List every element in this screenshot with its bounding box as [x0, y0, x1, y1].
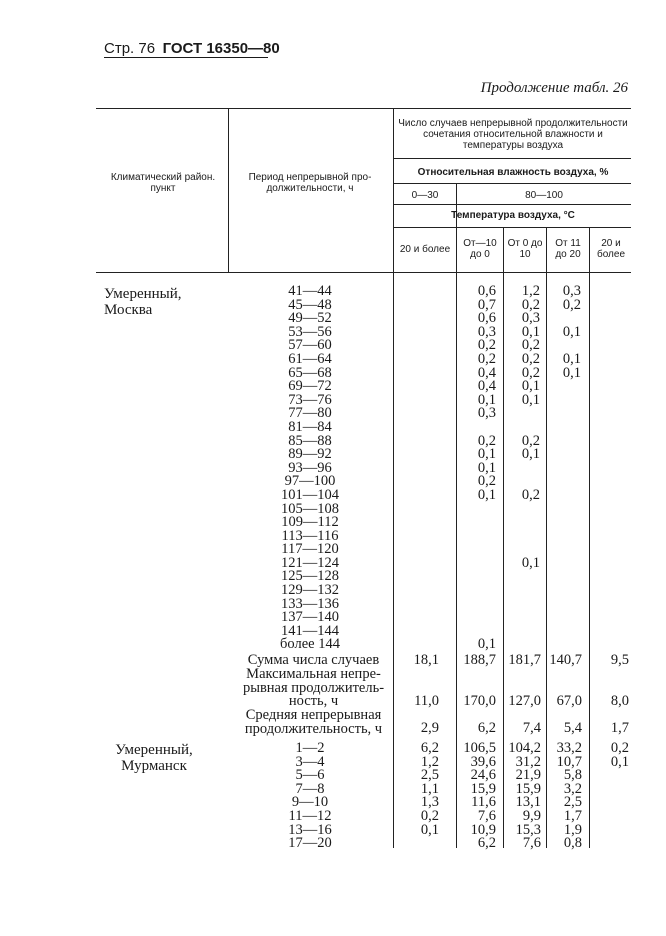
value-cell — [456, 611, 496, 625]
period-cell: 117—120 — [281, 541, 339, 558]
value-cell: 0,3 — [562, 283, 581, 299]
value-cell — [503, 503, 540, 517]
header-humidity-0-30: 0—30 — [411, 190, 439, 201]
value-cell: 3,2 — [563, 780, 582, 797]
value-cell — [546, 584, 581, 598]
period-cell: 3—4 — [295, 753, 325, 770]
value-cell — [546, 543, 581, 557]
value-cell: 0,4 — [477, 378, 496, 395]
header-group: Число случаев непрерывной продолжительности сочетания относительной влажности и температуры воздуха — [398, 118, 628, 151]
period-cell: 105—108 — [281, 500, 339, 517]
moscow-col-3 — [503, 285, 540, 652]
value-cell: 2,5 — [563, 794, 582, 811]
value-cell — [546, 448, 581, 462]
value-cell — [546, 435, 581, 449]
summary-value: 9,5 — [610, 652, 629, 668]
value-cell: 15,9 — [470, 780, 496, 797]
value-cell: 0,2 — [521, 337, 540, 354]
summary-value: 1,7 — [610, 720, 629, 736]
value-cell: 0,3 — [477, 405, 496, 422]
value-cell — [546, 421, 581, 435]
header-region: Климатический район. пункт — [110, 172, 216, 194]
value-cell — [546, 503, 581, 517]
value-cell — [546, 380, 581, 394]
value-cell: 0,1 — [610, 753, 629, 770]
period-cell: 5—6 — [295, 767, 325, 784]
value-cell: 0,2 — [477, 473, 496, 490]
value-cell: 0,1 — [420, 821, 439, 838]
value-cell: 1,7 — [563, 807, 582, 824]
value-cell: 0,6 — [477, 310, 496, 327]
value-cell — [546, 598, 581, 612]
value-cell: 10,7 — [556, 753, 582, 770]
period-cell: 137—140 — [281, 609, 339, 626]
murmansk-col-5 — [589, 742, 629, 851]
period-cell: 121—124 — [281, 554, 339, 571]
period-cell: 69—72 — [288, 378, 332, 395]
value-cell — [456, 584, 496, 598]
period-cell: 9—10 — [291, 794, 329, 811]
header-temp-col-2: От—10 до 0 — [463, 238, 497, 260]
period-cell: 97—100 — [284, 473, 336, 490]
value-cell: 0,2 — [420, 807, 439, 824]
value-cell — [456, 570, 496, 584]
value-cell — [393, 837, 439, 851]
summary-value: 11,0 — [414, 693, 439, 709]
value-cell: 0,2 — [521, 486, 540, 503]
value-cell: 9,9 — [522, 807, 541, 824]
value-cell: 0,1 — [521, 554, 540, 571]
summary-label-mean: Средняя непрерывная продолжительность, ч — [244, 707, 383, 737]
header-humidity-80-100: 80—100 — [525, 190, 563, 201]
summary-value: 2,9 — [420, 720, 439, 736]
rule-under-group — [393, 158, 631, 159]
continuation-label: Продолжение табл. 26 — [480, 80, 628, 96]
value-cell — [589, 796, 629, 810]
value-cell: 0,1 — [521, 378, 540, 395]
value-cell — [546, 557, 581, 571]
period-cell: 17—20 — [288, 835, 332, 852]
value-cell: 0,2 — [521, 432, 540, 449]
period-cell: 13—16 — [288, 821, 332, 838]
header-temp-col-1: 20 и более — [399, 244, 451, 255]
period-cell: 57—60 — [288, 337, 332, 354]
header-rule — [104, 57, 268, 58]
value-cell — [546, 625, 581, 639]
value-cell — [546, 489, 581, 503]
period-cell: 41—44 — [288, 283, 332, 299]
period-cell: 133—136 — [281, 595, 339, 612]
value-cell: 0,2 — [521, 350, 540, 367]
value-cell: 0,1 — [562, 323, 581, 340]
summary-value: 140,7 — [549, 652, 582, 668]
value-cell: 0,1 — [521, 391, 540, 408]
period-cell: 93—96 — [288, 459, 332, 476]
rule-under-temp — [393, 227, 631, 228]
value-cell: 15,9 — [515, 780, 541, 797]
period-cell: 7—8 — [295, 780, 325, 797]
value-cell — [503, 570, 540, 584]
period-cell: 65—68 — [288, 364, 332, 381]
moscow-periods — [255, 285, 365, 652]
value-cell: 0,2 — [477, 350, 496, 367]
murmansk-periods — [255, 742, 365, 851]
value-cell — [589, 783, 629, 797]
table-top-rule — [96, 108, 631, 109]
region-murmansk: Умеренный, Мурманск — [115, 742, 193, 774]
value-cell: 0,1 — [477, 446, 496, 463]
value-cell: 0,1 — [477, 459, 496, 476]
value-cell: 0,6 — [477, 283, 496, 299]
value-cell: 0,1 — [521, 323, 540, 340]
value-cell: 0,8 — [563, 835, 582, 852]
value-cell — [589, 837, 629, 851]
value-cell — [503, 584, 540, 598]
value-cell: 0,1 — [521, 446, 540, 463]
murmansk-col-2 — [456, 742, 496, 851]
value-cell — [456, 516, 496, 530]
value-cell: 1,2 — [521, 283, 540, 299]
value-cell: 7,6 — [477, 807, 496, 824]
period-cell: 53—56 — [288, 323, 332, 340]
value-cell: 0,2 — [477, 337, 496, 354]
value-cell: 0,1 — [477, 486, 496, 503]
summary-label-max: Максимальная непре- рывная продолжитель- ность, ч — [242, 666, 385, 710]
value-cell — [546, 407, 581, 421]
value-cell: 0,1 — [562, 364, 581, 381]
summary-label-count: Сумма числа случаев — [247, 652, 380, 668]
value-cell: 24,6 — [470, 767, 496, 784]
value-cell: 33,2 — [556, 740, 582, 756]
value-cell: 39,6 — [470, 753, 496, 770]
value-cell: 6,2 — [477, 835, 496, 852]
value-cell — [503, 638, 540, 652]
value-cell: 0,2 — [477, 432, 496, 449]
summary-value: 181,7 — [508, 652, 541, 668]
period-cell: 101—104 — [281, 486, 339, 503]
period-cell: 141—144 — [281, 622, 339, 639]
value-cell — [546, 611, 581, 625]
value-cell — [546, 530, 581, 544]
period-cell: 1—2 — [295, 740, 325, 756]
value-cell: 0,1 — [562, 350, 581, 367]
value-cell — [589, 769, 629, 783]
value-cell: 0,1 — [477, 391, 496, 408]
value-cell: 106,5 — [463, 740, 496, 756]
value-cell — [456, 543, 496, 557]
header-temp-col-4: От 11 до 20 — [555, 238, 581, 260]
standard-number: ГОСТ 16350—80 — [162, 40, 280, 57]
rule-under-humidity — [393, 183, 631, 184]
value-cell: 1,3 — [420, 794, 439, 811]
moscow-col-2 — [456, 285, 496, 652]
period-cell: 77—80 — [288, 405, 332, 422]
value-cell: 10,9 — [470, 821, 496, 838]
period-cell: 129—132 — [281, 582, 339, 599]
value-cell — [546, 516, 581, 530]
value-cell — [546, 570, 581, 584]
value-cell: 6,2 — [420, 740, 439, 756]
period-cell: 49—52 — [288, 310, 332, 327]
murmansk-col-4 — [546, 742, 582, 851]
moscow-col-4 — [546, 285, 581, 652]
period-cell: 125—128 — [281, 568, 339, 585]
value-cell — [546, 462, 581, 476]
value-cell: 0,2 — [521, 364, 540, 381]
value-cell — [546, 394, 581, 408]
divider-period-values — [393, 108, 394, 848]
value-cell: 0,7 — [477, 296, 496, 313]
value-cell: 13,1 — [515, 794, 541, 811]
value-cell — [589, 824, 629, 838]
page-label: Стр. 76 — [104, 40, 156, 57]
value-cell — [546, 475, 581, 489]
value-cell: 0,4 — [477, 364, 496, 381]
value-cell — [503, 611, 540, 625]
header-temp-col-5: 20 и более — [596, 238, 626, 260]
header-temp-col-3: От 0 до 10 — [507, 238, 543, 260]
value-cell — [503, 625, 540, 639]
summary-value: 67,0 — [556, 693, 582, 709]
period-cell: 89—92 — [288, 446, 332, 463]
value-cell — [503, 516, 540, 530]
summary-value: 170,0 — [463, 693, 496, 709]
value-cell — [589, 810, 629, 824]
summary-value: 127,0 — [508, 693, 541, 709]
period-cell: 45—48 — [288, 296, 332, 313]
value-cell: 11,6 — [471, 794, 496, 811]
summary-value: 188,7 — [463, 652, 496, 668]
value-cell — [546, 638, 581, 652]
value-cell: 0,2 — [521, 296, 540, 313]
period-cell: 113—116 — [281, 527, 339, 544]
summary-value: 18,1 — [413, 652, 439, 668]
value-cell: 1,2 — [420, 753, 439, 770]
murmansk-col-1 — [393, 742, 439, 851]
summary-value: 5,4 — [563, 720, 582, 736]
value-cell — [503, 530, 540, 544]
summary-value: 6,2 — [477, 720, 496, 736]
rule-under-ranges — [393, 204, 631, 205]
header-humidity: Относительная влажность воздуха, % — [417, 167, 609, 178]
summary-value: 8,0 — [610, 693, 629, 709]
value-cell — [456, 503, 496, 517]
value-cell: 1,9 — [563, 821, 582, 838]
value-cell — [456, 598, 496, 612]
region-moscow: Умеренный, Москва — [104, 286, 182, 318]
value-cell: 0,2 — [562, 296, 581, 313]
value-cell: 0,3 — [477, 323, 496, 340]
divider-region-period — [228, 108, 229, 273]
period-cell: 73—76 — [288, 391, 332, 408]
value-cell: 21,9 — [515, 767, 541, 784]
summary-value: 7,4 — [522, 720, 541, 736]
value-cell: 15,3 — [515, 821, 541, 838]
period-cell: 61—64 — [288, 350, 332, 367]
period-cell: 85—88 — [288, 432, 332, 449]
period-cell: более 144 — [280, 636, 340, 653]
table-header-bottom-rule — [96, 272, 631, 273]
period-cell: 109—112 — [281, 514, 339, 531]
header-period: Период непрерывной про- должительности, ч — [248, 172, 372, 194]
value-cell: 2,5 — [420, 767, 439, 784]
value-cell — [503, 407, 540, 421]
value-cell — [456, 530, 496, 544]
value-cell — [503, 598, 540, 612]
period-cell: 81—84 — [288, 418, 332, 435]
value-cell: 104,2 — [508, 740, 541, 756]
value-cell: 0,2 — [610, 740, 629, 756]
value-cell: 1,1 — [420, 780, 439, 797]
value-cell: 7,6 — [522, 835, 541, 852]
value-cell: 0,1 — [477, 636, 496, 653]
page-header — [104, 40, 280, 58]
value-cell — [456, 557, 496, 571]
value-cell: 31,2 — [515, 753, 541, 770]
header-temperature: Температура воздуха, °С — [451, 210, 575, 221]
murmansk-col-3 — [503, 742, 541, 851]
value-cell: 5,8 — [563, 767, 582, 784]
period-cell: 11—12 — [288, 807, 332, 824]
value-cell — [503, 462, 540, 476]
value-cell: 0,3 — [521, 310, 540, 327]
